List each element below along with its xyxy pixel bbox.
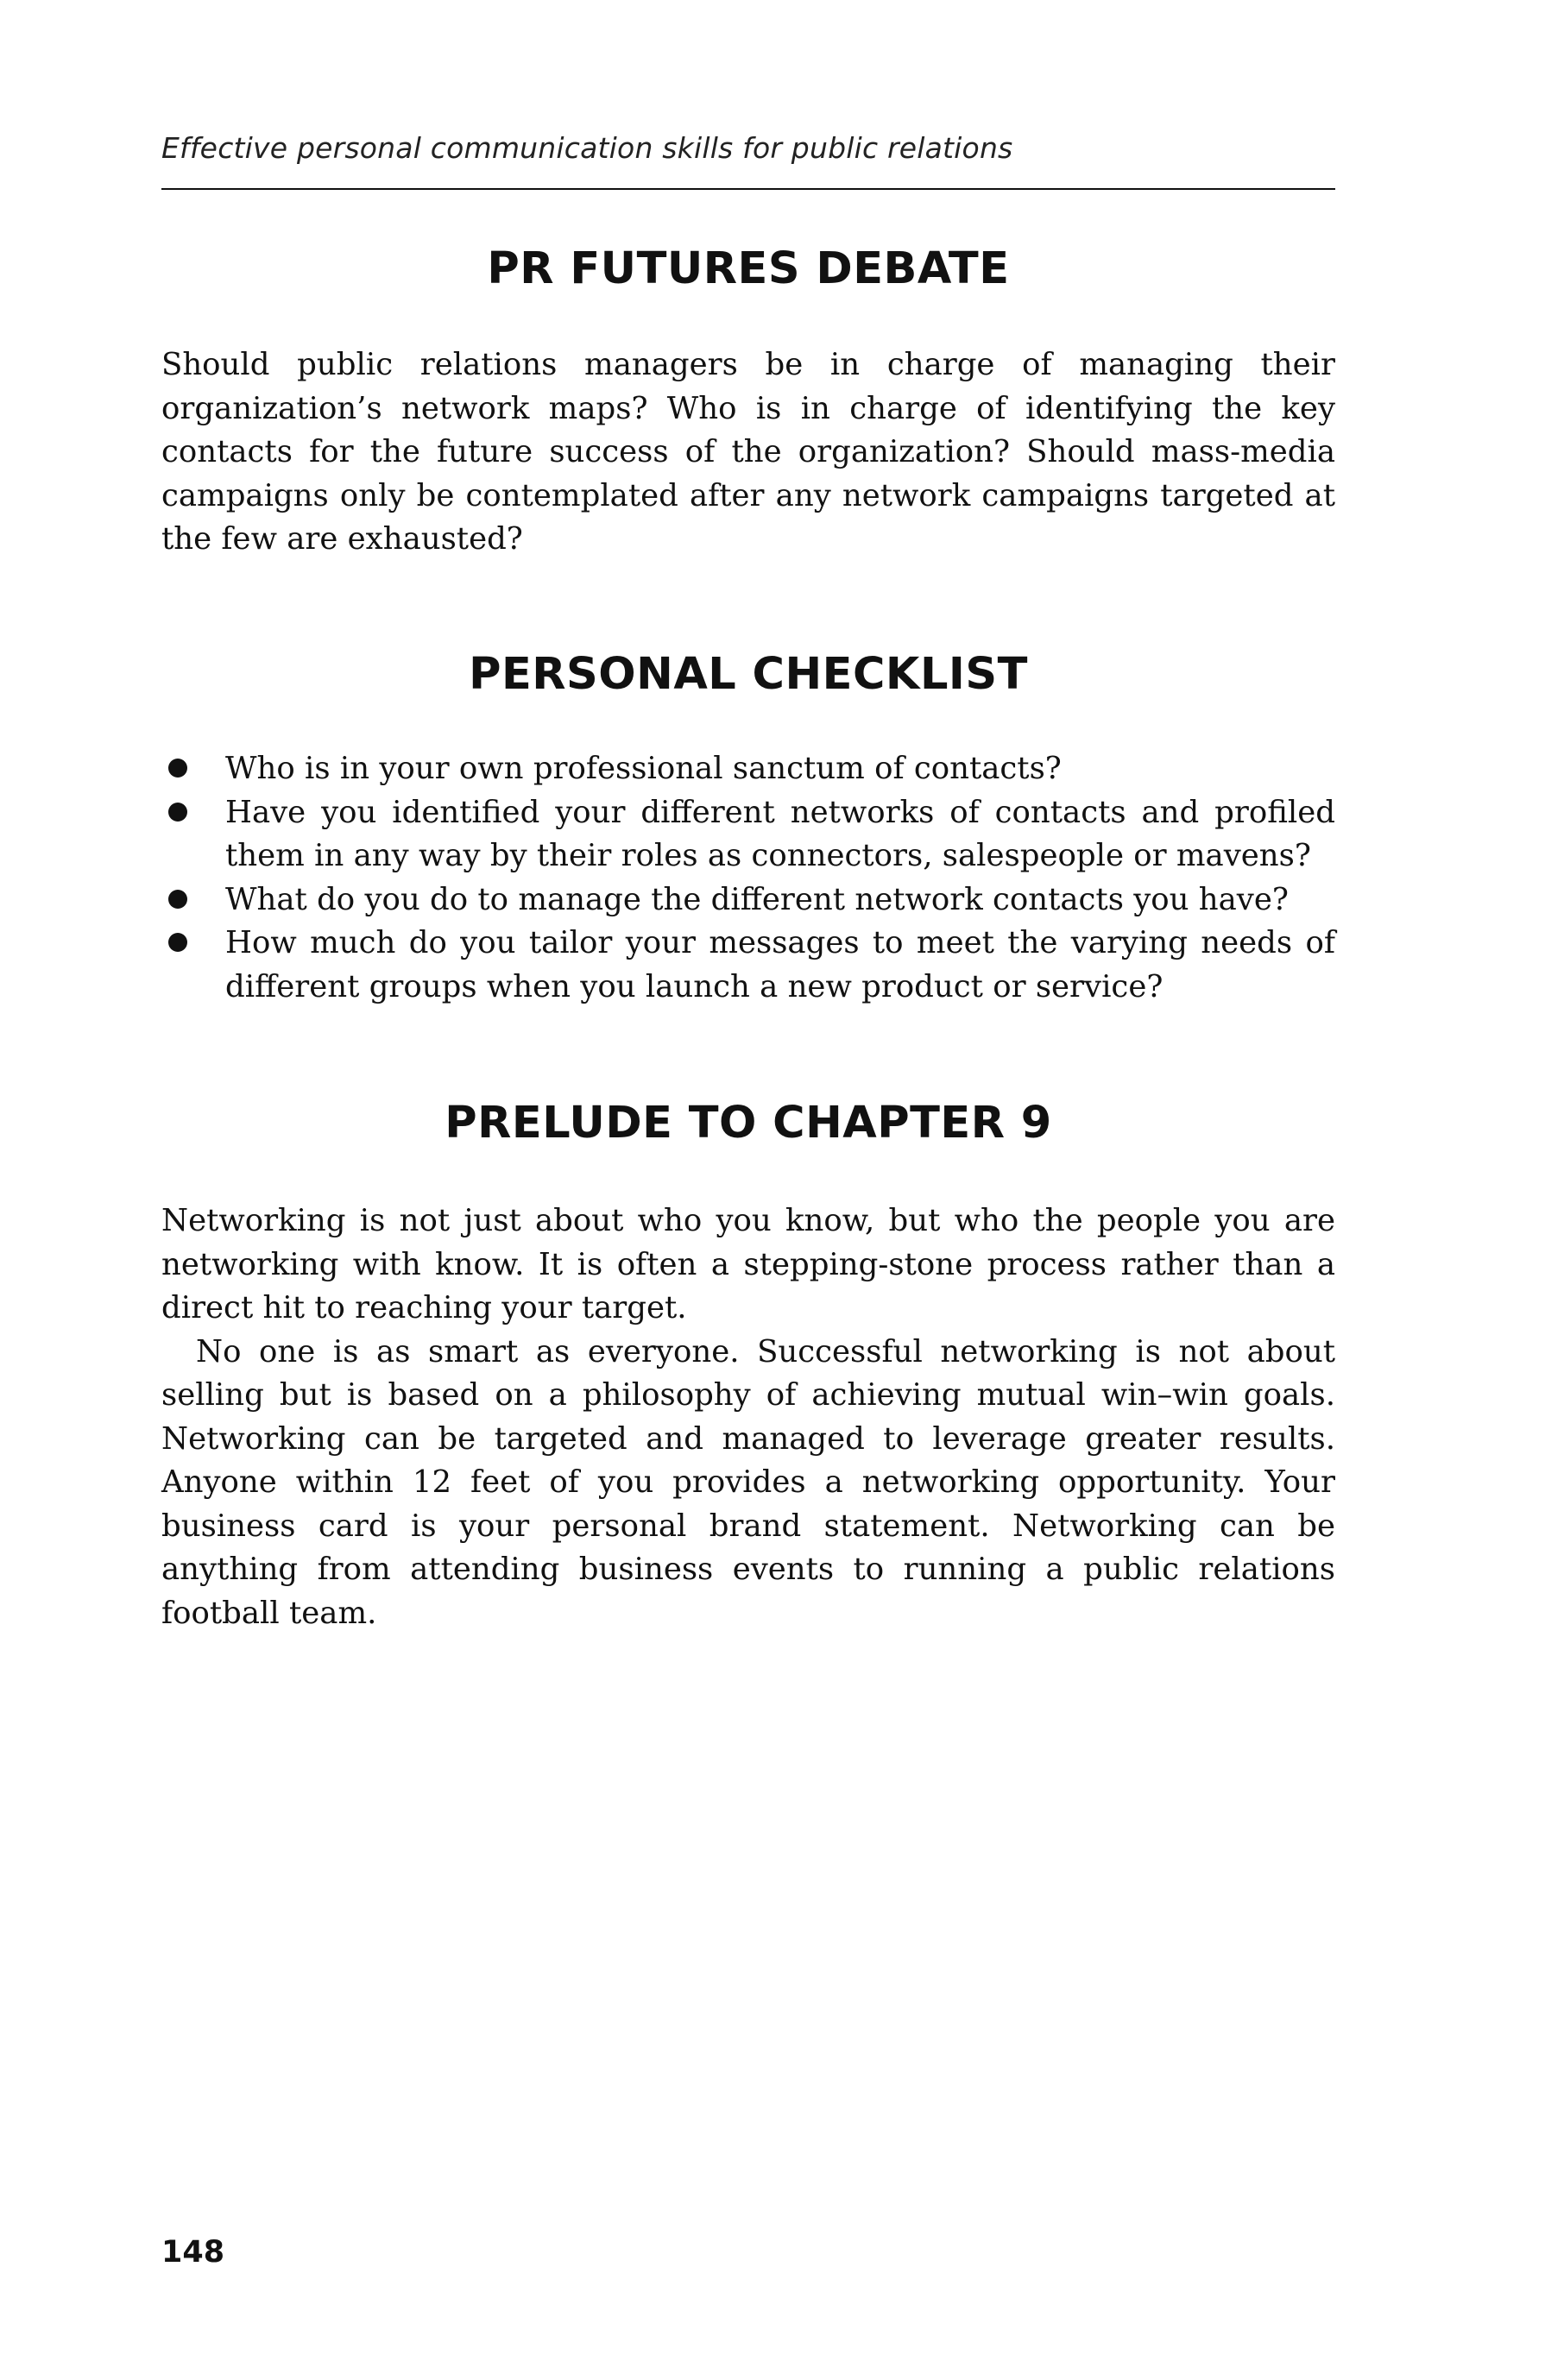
debate-section-title: PR FUTURES DEBATE — [487, 243, 1010, 294]
prelude-paragraph-2: No one is as smart as everyone. Successful networking is not about selling but is based on a philosophy of achieving mutual win–win goals. Networking can be targeted and managed to leverage greater results. Anyone within 12 feet of you provides a networking opportunity. Your business card is your personal brand statement. Networking can be anything from attending business events to running a public relations football team. — [161, 1333, 1335, 1631]
running-head: Effective personal communication skills for public relations — [161, 131, 1013, 165]
checklist-item-text: What do you do to manage the different network contacts you have? — [225, 881, 1289, 917]
checklist-item-text: Have you identified your different networks of contacts and profiled them in any way by their roles as connectors, salespeople or mavens? — [225, 794, 1335, 873]
list-item — [161, 791, 1335, 878]
list-item — [161, 747, 1335, 791]
bullet-icon — [168, 890, 187, 909]
prelude-section-title: PRELUDE TO CHAPTER 9 — [445, 1098, 1052, 1149]
checklist-section-title: PERSONAL CHECKLIST — [469, 649, 1028, 700]
header-rule — [161, 188, 1335, 190]
checklist-item-text: Who is in your own professional sanctum of contacts? — [225, 751, 1062, 786]
prelude-body — [161, 1199, 1335, 1635]
list-item — [161, 922, 1335, 1009]
bullet-icon — [168, 933, 187, 952]
prelude-paragraph-1: Networking is not just about who you know, but who the people you are networking with know. It is often a stepping-stone process rather than a direct hit to reaching your target. — [161, 1203, 1335, 1325]
checklist-item-text: How much do you tailor your messages to meet the varying needs of different groups when you launch a new product or service? — [225, 925, 1335, 1004]
bullet-icon — [168, 759, 187, 778]
bullet-icon — [168, 803, 187, 822]
debate-paragraph: Should public relations managers be in charge of managing their organization’s network maps? Who is in charge of identifying the key contacts for the future success of the organization? Should mass-media campaigns only be contemplated after any network campaigns targeted at the few are exhausted? — [161, 347, 1335, 557]
list-item — [161, 878, 1335, 922]
personal-checklist — [161, 747, 1335, 1009]
book-page — [161, 0, 1335, 2380]
page-number: 148 — [161, 2235, 225, 2270]
